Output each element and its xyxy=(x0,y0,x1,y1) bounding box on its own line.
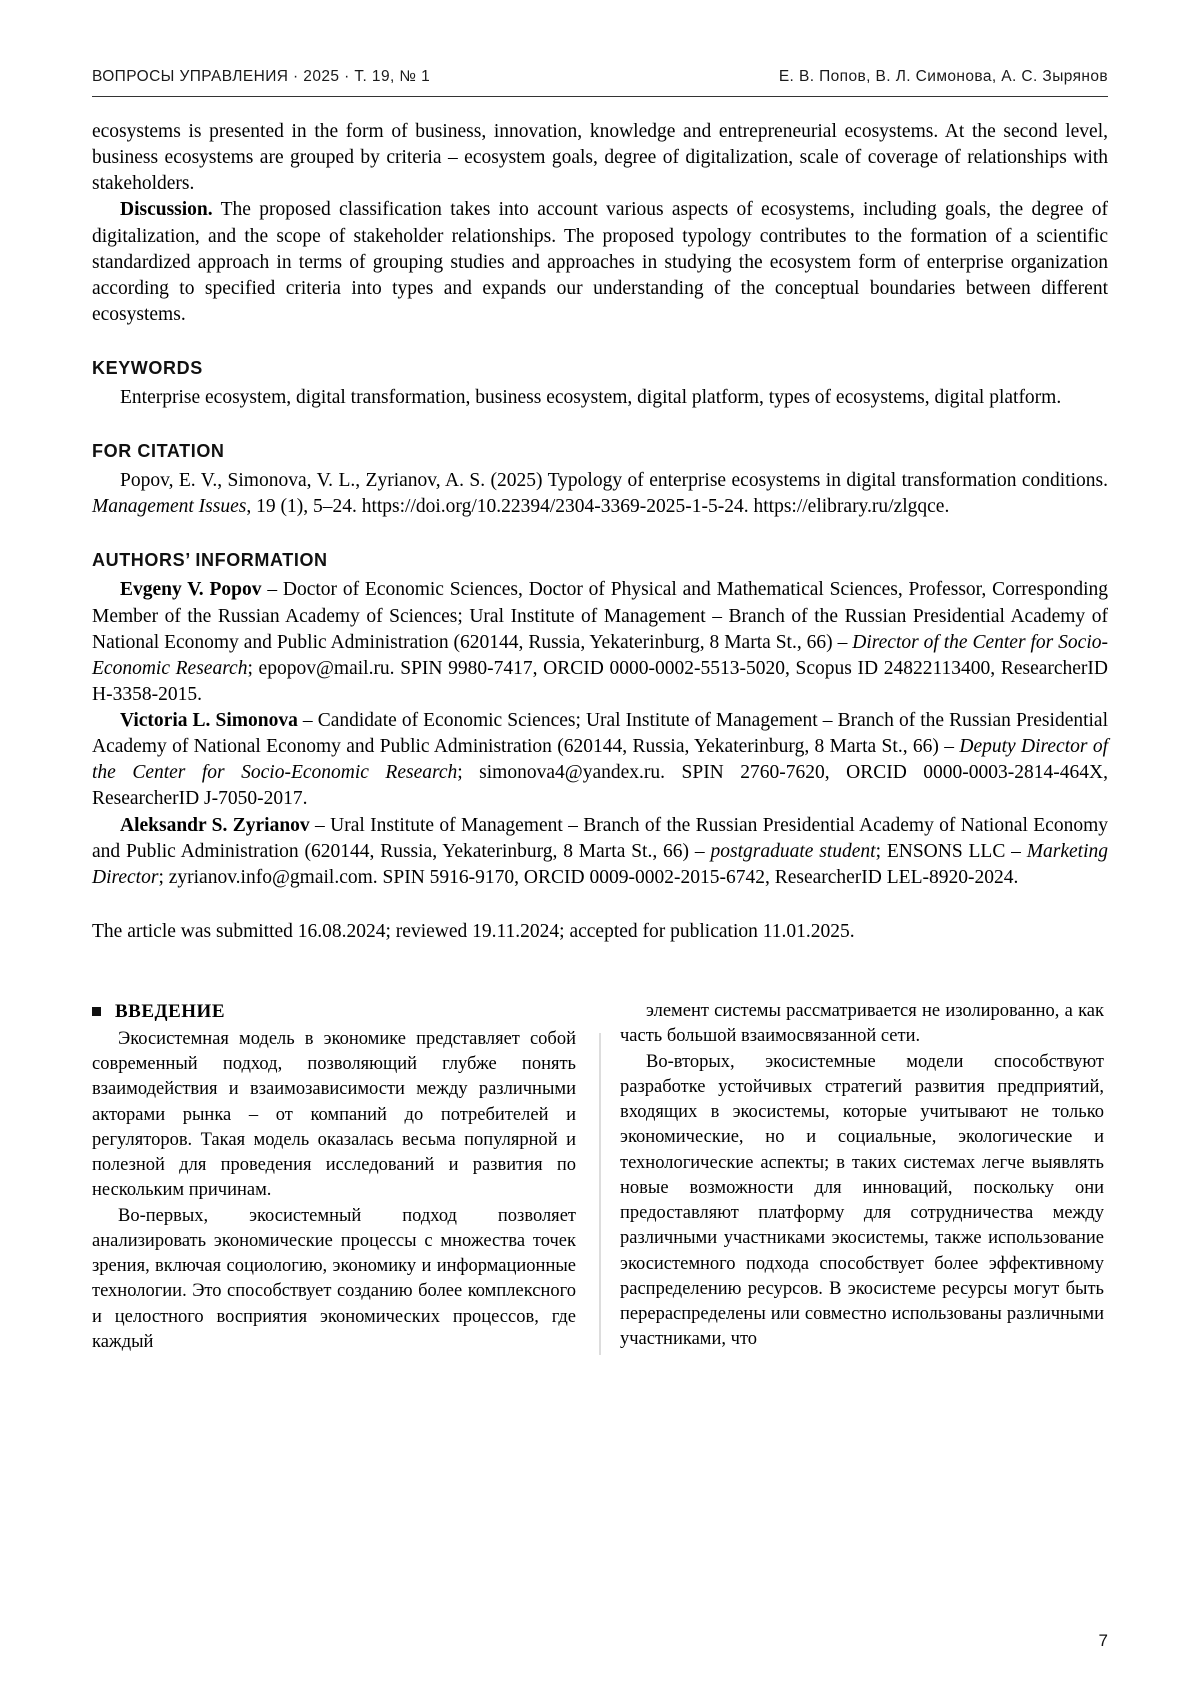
running-head-authors: Е. В. Попов, В. Л. Симонова, А. С. Зырянов xyxy=(778,68,1108,85)
abstract-paragraph-1: ecosystems is presented in the form of business, innovation, knowledge and entrepreneurial ecosystems. At the second level, business ecosystems are grouped by criteria – ecosystem goals, degree of digitalization, scale of coverage of relationships with stakeholders. xyxy=(92,121,1108,195)
keywords-text: Enterprise ecosystem, digital transformation, business ecosystem, digital platform, types of ecosystems, digital platform. xyxy=(120,387,1062,408)
intro-paragraph: Во-вторых, экосистемные модели способствуют разработке устойчивых стратегий развития предприятий, входящих в экосистемы, которые учитывают не только экономические, но и социальные, экологические и технологические аспекты; в таких системах легче выявлять новые возможности для инноваций, поскольку они предоставляют платформу для сотрудничества между различными участниками экосистемы, также использование экосистемного подхода способствует более эффективному распределению ресурсов. В экосистеме ресурсы могут быть перераспределены или совместно использованы различными участниками, что xyxy=(620,1051,1104,1350)
author-contacts: ; zyrianov.info@gmail.com. SPIN 5916-9170, ORCID 0009-0002-2015-6742, ResearcherID LEL-8920-2024. xyxy=(158,866,1019,888)
author-role: postgraduate student xyxy=(710,840,876,862)
citation-heading: FOR CITATION xyxy=(92,441,225,462)
introduction-heading-text: ВВЕДЕНИЕ xyxy=(115,1001,225,1022)
running-head xyxy=(92,68,1108,97)
author-role: Deputy Director of the Center for Socio-Economic Research xyxy=(92,736,1108,784)
intro-paragraph: элемент системы рассматривается не изолированно, а как часть большой взаимосвязанной сети. xyxy=(620,1001,1104,1047)
citation-part-2: , 19 (1), 5–24. https://doi.org/10.22394/2304-3369-2025-1-5-24. https://elibrary.ru/zlgqce. xyxy=(246,496,950,518)
intro-paragraph: Во-первых, экосистемный подход позволяет анализировать экономические процессы с множества точек зрения, включая социологию, экономику и информационные технологии. Это способствует созданию более комплексного и целостного восприятия экономических процессов, где каждый xyxy=(92,1205,576,1352)
running-head-journal: ВОПРОСЫ УПРАВЛЕНИЯ · 2025 · Т. 19, № 1 xyxy=(92,68,431,85)
russian-section xyxy=(92,999,1108,1355)
author-entry xyxy=(92,577,1108,708)
keywords-heading: KEYWORDS xyxy=(92,358,203,378)
author-name: Evgeny V. Popov xyxy=(120,579,262,601)
page-number: 7 xyxy=(1098,1631,1108,1650)
citation-part-1: Popov, E. V., Simonova, V. L., Zyrianov, A. S. (2025) Typology of enterprise ecosystems in digital transformation conditions. xyxy=(120,470,1108,492)
discussion-label: Discussion. xyxy=(120,199,213,221)
author-affiliation: – Doctor of Economic Sciences, Doctor of Physical and Mathematical Sciences, Professor, Corresponding Member of the Russian Academy of Sciences; Ural Institute of Management – Branch of the Russian Presidential Academy of National Economy and Public Administration (620144, Russia, Yekaterinburg, 8 Marta St., 66) – xyxy=(92,579,1108,653)
authors-information-heading: AUTHORS’ INFORMATION xyxy=(92,550,328,571)
author-entry xyxy=(92,708,1108,813)
author-contacts: ; simonova4@yandex.ru. SPIN 2760-7620, ORCID 0000-0003-2814-464X, ResearcherID J-7050-2017. xyxy=(92,762,1108,810)
abstract-block xyxy=(92,119,1108,328)
author-contacts: ; epopov@mail.ru. SPIN 9980-7417, ORCID 0000-0002-5513-5020, Scopus ID 24822113400, ResearcherID H-3358-2015. xyxy=(92,657,1108,705)
column-left xyxy=(92,999,576,1355)
author-entry xyxy=(92,813,1108,891)
author-name: Victoria L. Simonova xyxy=(120,710,298,731)
introduction-heading xyxy=(92,999,576,1025)
citation-text xyxy=(92,468,1108,520)
submission-dates: The article was submitted 16.08.2024; reviewed 19.11.2024; accepted for publication 11.01.2025. xyxy=(92,920,855,942)
discussion-text: The proposed classification takes into account various aspects of ecosystems, including goals, the degree of digitalization, and the scope of stakeholder relationships. The proposed typology contributes to the formation of a scientific standardized approach in terms of grouping studies and approaches in studying the ecosystem form of enterprise organization according to specified criteria into types and expands our understanding of the conceptual boundaries between different ecosystems. xyxy=(92,199,1108,325)
author-role: Director of the Center for Socio-Economic Research xyxy=(92,631,1108,679)
abstract-paragraph-2 xyxy=(92,197,1108,328)
author-affiliation: – Candidate of Economic Sciences; Ural Institute of Management – Branch of the Russian Presidential Academy of National Economy and Public Administration (620144, Russia, Yekaterinburg, 8 Marta St., 66) – xyxy=(92,710,1109,758)
column-divider xyxy=(600,1033,601,1355)
author-name: Aleksandr S. Zyrianov xyxy=(120,814,310,836)
citation-journal: Management Issues xyxy=(92,496,247,518)
author-role-2: Marketing Director xyxy=(92,840,1109,888)
author-affiliation: – Ural Institute of Management – Branch of the Russian Presidential Academy of National Economy and Public Administration (620144, Russia, Yekaterinburg, 8 Marta St., 66) – xyxy=(92,814,1108,862)
square-bullet-icon xyxy=(92,1007,101,1016)
intro-paragraph: Экосистемная модель в экономике представляет собой современный подход, позволяющий глубже понять взаимодействия и взаимозависимости между различными акторами рынка – от компаний до потребителей и регуляторов. Такая модель оказалась весьма популярной и полезной для проведения исследований и развития по нескольким причинам. xyxy=(92,1028,576,1201)
author-affiliation-2: ; ENSONS LLC – xyxy=(875,840,1027,862)
column-right xyxy=(620,999,1104,1355)
